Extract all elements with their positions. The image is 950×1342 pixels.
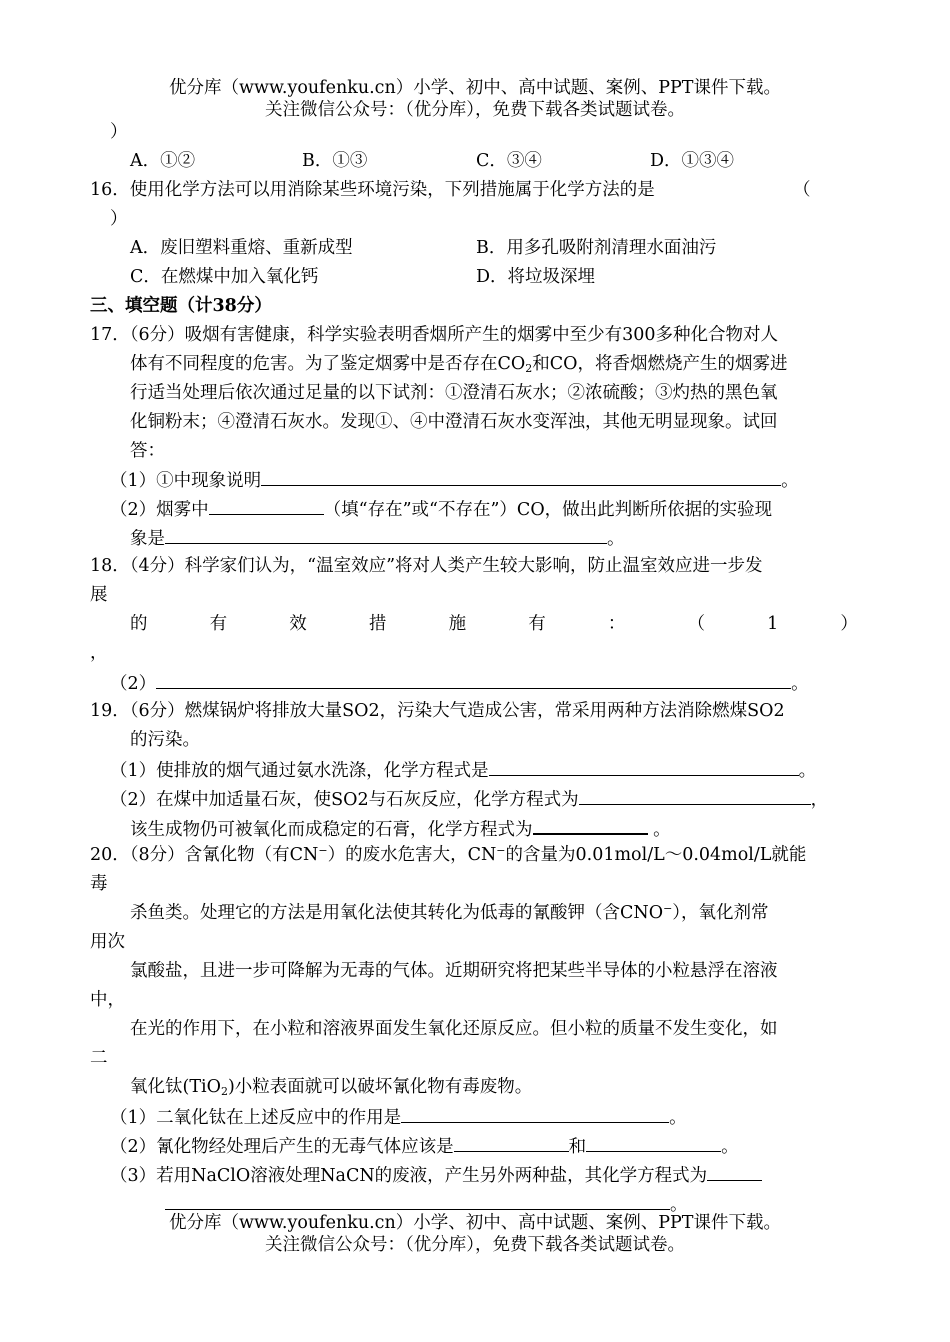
q20-line-6: 中， <box>90 990 125 1010</box>
q16-paren-close: ） <box>110 209 128 229</box>
q19-part-1: （1）使排放的烟气通过氨水洗涤，化学方程式是 。 <box>110 757 816 783</box>
q16-option-a: A．废旧塑料重熔、重新成型 <box>130 238 353 258</box>
q18-part-2: （2） 。 <box>110 670 809 696</box>
q18-line-2: 展 <box>90 585 108 605</box>
q15-option-d: D．①③④ <box>650 151 735 171</box>
q17-part-2: （2）烟雾中 （填“存在”或“不存在”）CO，做出此判断所依据的实验现 <box>110 496 772 522</box>
answer-blank[interactable] <box>454 1133 569 1152</box>
q16-option-b: B．用多孔吸附剂清理水面油污 <box>476 238 717 258</box>
q18-line-1: 18．（4分）科学家们认为，“温室效应”将对人类产生较大影响，防止温室效应进一步发 <box>90 556 763 576</box>
q20-part-3: （3）若用NaClO溶液处理NaCN的废液，产生另外两种盐，其化学方程式为 <box>110 1162 762 1188</box>
q17-line-5: 答： <box>130 441 165 461</box>
q19-line-1: 19．（6分）燃煤锅炉将排放大量SO2，污染大气造成公害，常采用两种方法消除燃煤SO2 <box>90 701 785 721</box>
q19-line-2: 的污染。 <box>130 730 200 750</box>
answer-blank[interactable] <box>489 757 799 776</box>
q16-option-d: D．将垃圾深埋 <box>476 267 596 287</box>
q17-part-2-cont: 象是 。 <box>130 525 625 551</box>
q20-line-7: 在光的作用下，在小粒和溶液界面发生氧化还原反应。但小粒的质量不发生变化，如 <box>130 1019 778 1039</box>
answer-blank[interactable] <box>261 467 781 486</box>
q20-line-5: 氯酸盐，且进一步可降解为无毒的气体。近期研究将把某些半导体的小粒悬浮在溶液 <box>130 961 778 981</box>
q20-line-1: 20．（8分）含氰化物（有CN−）的废水危害大，CN−的含量为0.01mol/L～0.04mol/L就能 <box>90 844 807 865</box>
q20-line-4: 用次 <box>90 932 125 952</box>
q20-line-2: 毒 <box>90 874 108 894</box>
q16-stem: 16．使用化学方法可以用消除某些环境污染，下列措施属于化学方法的是 <box>90 180 655 200</box>
q19-part-3: 该生成物仍可被氧化而成稳定的石膏，化学方程式为 。 <box>130 815 671 842</box>
q20-part-2: （2）氰化物经处理后产生的无毒气体应该是 和 。 <box>110 1133 739 1159</box>
q17-line-3: 行适当处理后依次通过足量的以下试剂：①澄清石灰水；②浓硫酸；③灼热的黑色氧 <box>130 383 778 403</box>
section-title: 三、填空题（计38分） <box>90 296 272 316</box>
q15-option-c: C．③④ <box>476 151 542 171</box>
footer-line-2: 关注微信公众号：（优分库），免费下载各类试题试卷。 <box>265 1235 685 1255</box>
answer-blank[interactable] <box>401 1104 669 1123</box>
q16-option-c: C．在燃煤中加入氧化钙 <box>130 267 319 287</box>
answer-blank[interactable] <box>586 1133 721 1152</box>
q18-comma: ， <box>90 643 108 663</box>
answer-blank[interactable] <box>533 815 648 835</box>
answer-blank[interactable] <box>707 1162 762 1181</box>
footer-line-1: 优分库（www.youfenku.cn）小学、初中、高中试题、案例、PPT课件下载。 <box>169 1213 781 1233</box>
answer-blank[interactable] <box>165 525 607 544</box>
q20-part-3-cont: 。 <box>165 1191 688 1217</box>
q17-part-1: （1）①中现象说明 。 <box>110 467 799 493</box>
q16-paren-open: （ <box>793 180 811 200</box>
answer-blank[interactable] <box>165 1191 670 1210</box>
q19-part-2: （2）在煤中加适量石灰，使SO2与石灰反应，化学方程式为 ， <box>110 786 828 812</box>
header-line-1: 优分库（www.youfenku.cn）小学、初中、高中试题、案例、PPT课件下载。 <box>169 78 781 98</box>
q17-line-2: 体有不同程度的危害。为了鉴定烟雾中是否存在$CO_2$和CO，将香烟燃烧产生的烟雾进 <box>130 354 788 375</box>
q20-line-8: 二 <box>90 1048 108 1068</box>
q17-line-1: 17．（6分）吸烟有害健康，科学实验表明香烟所产生的烟雾中至少有300多种化合物对人 <box>90 325 779 345</box>
q18-spread-line: 的 有 效 措 施 有 ： （ 1 ） <box>130 614 858 634</box>
q17-line-4: 化铜粉末；④澄清石灰水。发现①、④中澄清石灰水变浑浊，其他无明显现象。试回 <box>130 412 778 432</box>
q20-line-9: 氧化钛(TiO$_2$)小粒表面就可以破坏氰化物有毒废物。 <box>130 1077 533 1098</box>
q15-option-a: A．①② <box>130 151 196 171</box>
q15-paren: ） <box>110 122 128 142</box>
answer-blank[interactable] <box>156 670 791 689</box>
header-line-2: 关注微信公众号：（优分库），免费下载各类试题试卷。 <box>265 100 685 120</box>
q20-line-3: 杀鱼类。处理它的方法是用氧化法使其转化为低毒的氰酸钾（含CNO−），氧化剂常 <box>130 902 769 923</box>
q20-part-1: （1）二氧化钛在上述反应中的作用是 。 <box>110 1104 687 1130</box>
answer-blank[interactable] <box>209 496 324 515</box>
q15-option-b: B．①③ <box>302 151 368 171</box>
answer-blank[interactable] <box>579 786 811 805</box>
